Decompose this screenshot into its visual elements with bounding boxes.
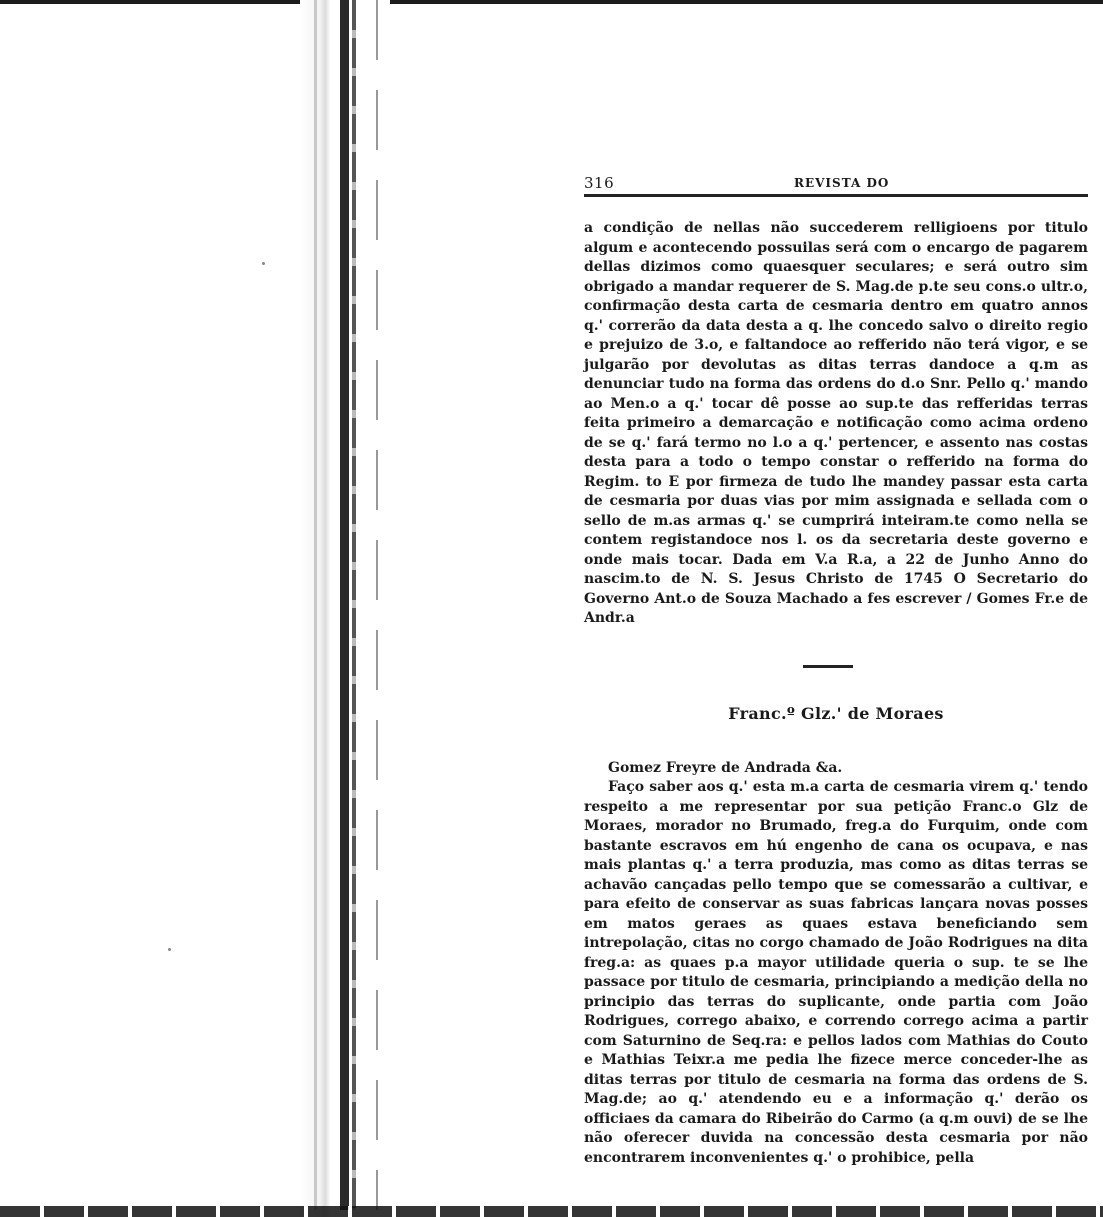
book-spine-line — [340, 0, 349, 1210]
paragraph-text: a condição de nellas não succederem relligioens por titulo algum e acontecendo possuilas será com o encargo de pagarem dellas dizimos como quaesquer seculares; e será outro sim obrigado a mandar requerer de S. Mag.de p.te seu cons.o ultr.o, confirmação desta carta de cesmaria dentro em quatro annos q.' correrão da data desta a q. lhe concedo salvo o direito regio e prejuizo de 3.o, e faltandoce ao refferido não terá vigor, e se julgarão por devolutas as ditas terras dandoce a q.m as denunciar tudo na forma das ordens do d.o Snr. Pello q.' mando ao Men.o a q.' tocar dê posse ao sup.te das refferidas terras feita primeiro a demarcação e notificação como acima ordeno de se q.' fará termo no l.o a q.' pertencer, e assento nas costas desta para a todo o tempo constar o refferido na forma do Regim. to E por firmeza de tudo lhe mandey passar esta carta de cesmaria por duas vias por mim assignada e sellada com o sello de m.as armas q.' se cumprirá inteiram.te como nella se contem registandoce nos l. os da secretaria deste governo e onde mais tocar. Dada em V.a R.a, a 22 de Junho Anno do nascim.to de N. S. Jesus Christo de 1745 O Secretario do Governo Ant.o de Souza Machado a fes escrever / Gomes Fr.e de Andr.a — [584, 220, 1088, 626]
book-spine-line — [376, 0, 378, 1210]
running-head — [584, 168, 1088, 197]
second-paragraph: Faço saber aos q.' esta m.a carta de cesmaria virem q.' tendo respeito a me representar por sua petição Franc.o Glz de Moraes, morador no Brumado, freg.a do Furquim, onde com bastante escravos em hú engenho de cana os ocupava, e nas mais plantas q.' a terra produzia, mas como as ditas terras se achavão cançadas pello tempo que se comessarão a cultivar, e para efeito de conservar as suas fabricas lançara novas posses em matos geraes as quaes estava beneficiando sem intrepolação, citas no corgo chamado de João Rodrigues na dita freg.a: as quaes p.a mayor utilidade queria o sup. te se lhe passace por titulo de cesmaria, principiando a medição della no principio das terras do suplicante, onde partia com João Rodrigues, corrego abaixo, e correndo corrego acima a partir com Saturnino de Seq.ra: e pellos lados com Mathias do Couto e Mathias Teixr.a me pedia lhe fizece merce conceder-lhe as ditas terras por titulo de cesmaria na forma das ordens de S. Mag.de; ao q.' atendendo eu e a informação q.' derão os officiaes da camara do Ribeirão do Carmo (a q.m ouvi) de se lhe não oferecer duvida na concessão desta cesmaria por não encontrarem inconvenientes q.' o prohibice, pella — [584, 779, 1088, 1166]
page-number: 316 — [584, 174, 615, 192]
scan-dust-speck — [168, 948, 171, 951]
book-spine-line — [314, 0, 317, 1210]
salutation: Gomez Freyre de Andrada &a. — [608, 759, 843, 776]
section-title: Franc.º Glz.' de Moraes — [728, 703, 944, 723]
journal-title: REVISTA DO — [794, 176, 890, 190]
continued-paragraph — [584, 219, 1088, 629]
scan-top-edge — [0, 0, 1103, 4]
section-separator — [803, 665, 853, 668]
book-page — [584, 168, 1088, 1168]
scan-dust-speck — [262, 262, 265, 265]
book-spine-line — [352, 0, 356, 1210]
scan-bottom-edge — [0, 1206, 1103, 1217]
